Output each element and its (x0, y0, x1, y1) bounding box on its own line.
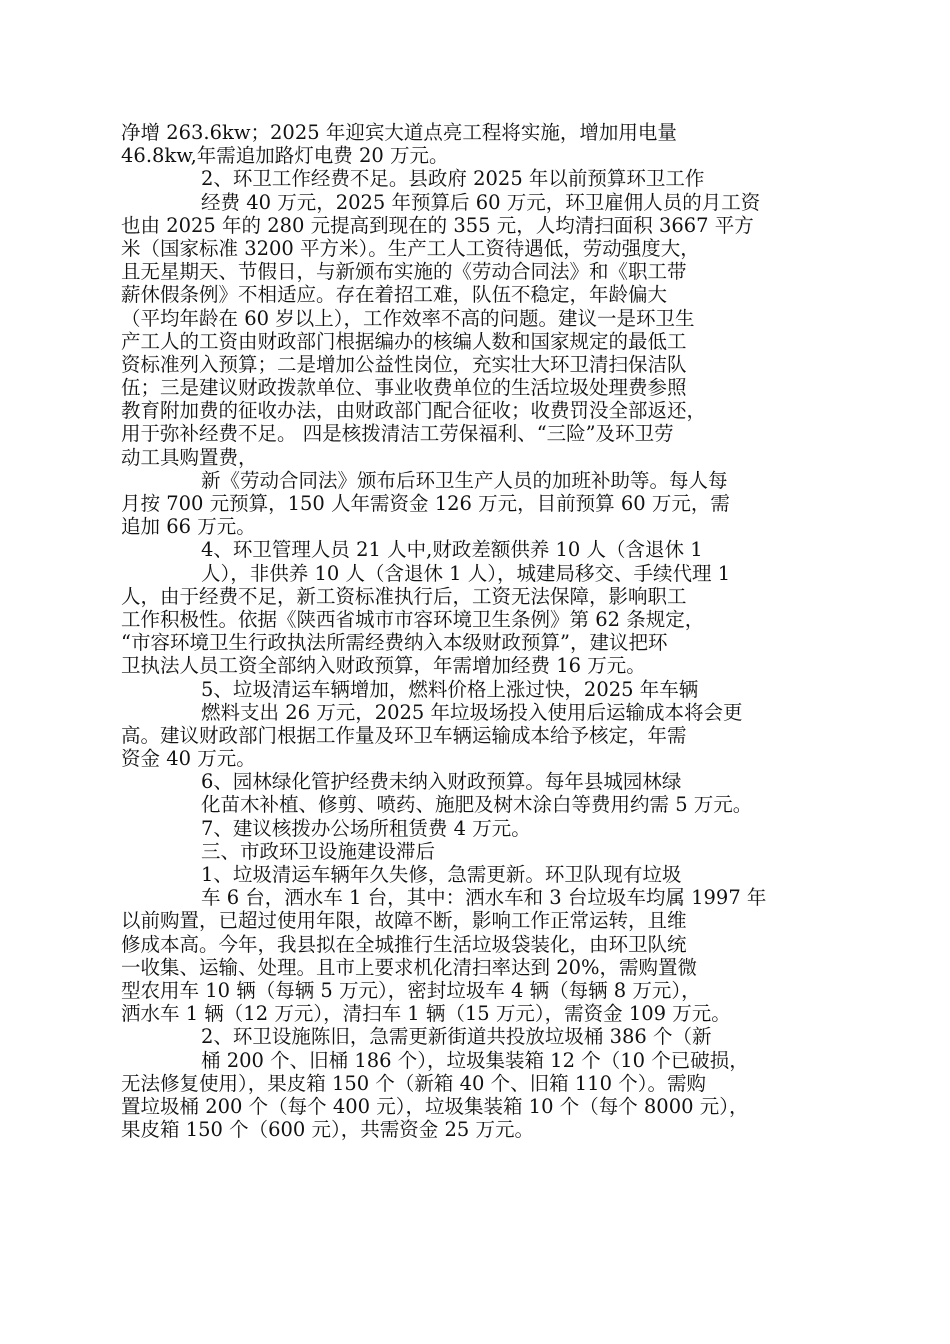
text-line: 动工具购置费， (121, 445, 258, 469)
text-line: 1、垃圾清运车辆年久失修，急需更新。环卫队现有垃圾 (201, 863, 682, 886)
text-line: 果皮箱 150 个（600 元），共需资金 25 万元。 (121, 1118, 534, 1142)
text-line: 教育附加费的征收办法，由财政部门配合征收；收费罚没全部返还， (121, 399, 707, 423)
text-line: 米（国家标准 3200 平方米）。生产工人工资待遇低，劳动强度大， (121, 236, 700, 260)
text-line: 修成本高。今年，我县拟在全城推行生活垃圾袋装化，由环卫队统 (121, 932, 687, 956)
text-line: 用于弥补经费不足。 四是核拨清洁工劳保福利、“三险”及环卫劳 (121, 422, 674, 446)
text-line: 7、建议核拨办公场所租赁费 4 万元。 (201, 816, 531, 840)
text-line: 也由 2025 年的 280 元提高到现在的 355 元，人均清扫面积 3667 平方 (121, 213, 754, 237)
text-line: 洒水车 1 辆（12 万元），清扫车 1 辆（15 万元），需资金 109 万元。 (121, 1002, 731, 1026)
text-line: 工作积极性。依据《陕西省城市市容环境卫生条例》第 62 条规定， (121, 607, 705, 631)
text-line: 2、环卫工作经费不足。县政府 2025 年以前预算环卫工作 (201, 167, 705, 191)
text-line: 三、市政环卫设施建设滞后 (201, 839, 436, 863)
text-line: 新《劳动合同法》颁布后环卫生产人员的加班补助等。每人每 (201, 468, 728, 492)
text-line: 薪休假条例》不相适应。存在着招工难，队伍不稳定，年龄偏大 (121, 283, 668, 307)
text-line: 追加 66 万元。 (121, 515, 256, 539)
text-line: 型农用车 10 辆（每辆 5 万元），密封垃圾车 4 辆（每辆 8 万元）， (121, 978, 701, 1002)
document-body (121, 121, 833, 1141)
text-line: 资金 40 万元。 (121, 747, 256, 771)
text-line: 一收集、运输、处理。且市上要求机化清扫率达到 20%，需购置微 (121, 955, 698, 979)
text-line: 无法修复使用），果皮箱 150 个（新箱 40 个、旧箱 110 个）。需购 (121, 1071, 706, 1095)
text-line: 卫执法人员工资全部纳入财政预算，年需增加经费 16 万元。 (121, 654, 646, 678)
text-line: 净增 263.6kw；2025 年迎宾大道点亮工程将实施，增加用电量 (121, 121, 677, 144)
text-line: 桶 200 个、旧桶 186 个），垃圾集装箱 12 个（10 个已破损， (201, 1048, 749, 1072)
text-line: 化苗木补植、修剪、喷药、施肥及树木涂白等费用约需 5 万元。 (201, 793, 753, 817)
text-line: 产工人的工资由财政部门根据编办的核编人数和国家规定的最低工 (121, 329, 687, 353)
text-line: （平均年龄在 60 岁以上），工作效率不高的问题。建议一是环卫生 (121, 306, 695, 330)
text-line: 人），非供养 10 人（含退休 1 人），城建局移交、手续代理 1 (201, 561, 731, 585)
text-line: “市容环境卫生行政执法所需经费纳入本级财政预算”，建议把环 (121, 631, 668, 655)
text-line: 人，由于经费不足，新工资标准执行后，工资无法保障，影响职工 (121, 584, 687, 608)
text-line: 以前购置，已超过使用年限，故障不断，影响工作正常运转，且维 (121, 909, 687, 933)
text-line: 伍；三是建议财政拨款单位、事业收费单位的生活垃圾处理费参照 (121, 376, 687, 400)
text-line: 燃料支出 26 万元，2025 年垃圾场投入使用后运输成本将会更 (201, 700, 743, 724)
text-line: 5、垃圾清运车辆增加，燃料价格上涨过快，2025 年车辆 (201, 677, 699, 701)
text-line: 车 6 台，洒水车 1 台，其中：洒水车和 3 台垃圾车均属 1997 年 (201, 886, 767, 910)
text-line: 高。建议财政部门根据工作量及环卫车辆运输成本给予核定，年需 (121, 723, 687, 747)
text-line: 月按 700 元预算，150 人年需资金 126 万元，目前预算 60 万元，需 (121, 492, 730, 515)
text-line: 6、园林绿化管护经费未纳入财政预算。每年县城园林绿 (201, 770, 682, 794)
text-line: 46.8kw,年需追加路灯电费 20 万元。 (121, 144, 449, 168)
text-line: 4、环卫管理人员 21 人中,财政差额供养 10 人（含退休 1 (201, 538, 703, 562)
text-line: 置垃圾桶 200 个（每个 400 元），垃圾集装箱 10 个（每个 8000 元）， (121, 1094, 749, 1118)
text-line: 且无星期天、节假日，与新颁布实施的《劳动合同法》和《职工带 (121, 260, 687, 284)
text-line: 2、环卫设施陈旧，急需更新街道共投放垃圾桶 386 个（新 (201, 1025, 712, 1049)
text-line: 经费 40 万元，2025 年预算后 60 万元，环卫雇佣人员的月工资 (201, 190, 761, 214)
text-line: 资标准列入预算；二是增加公益性岗位，充实壮大环卫清扫保洁队 (121, 352, 687, 376)
